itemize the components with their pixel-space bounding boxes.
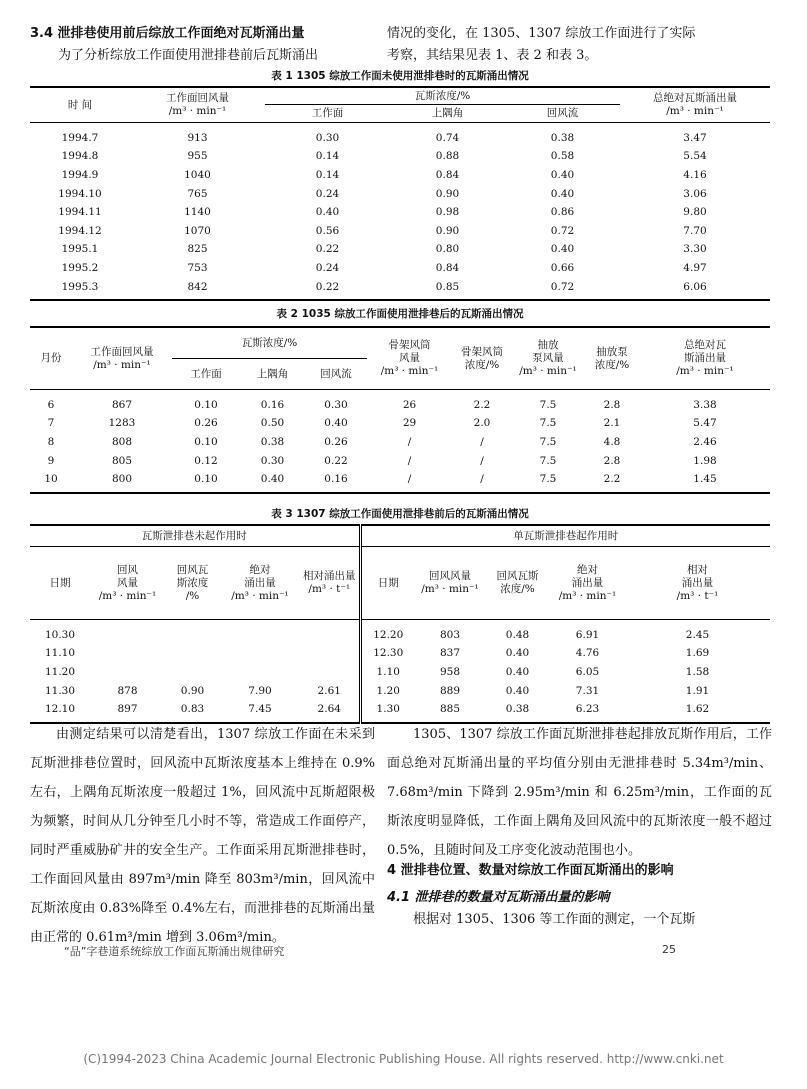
table-cell [220,620,300,645]
table-cell: 0.30 [260,454,285,467]
table3-header-abs-l2: 涌出量 [244,576,276,589]
table3-header-rel-right-l2: 涌出量 [681,576,714,589]
table-cell: 0.14 [315,150,340,163]
table-cell: 0.74 [435,131,460,144]
table2-header-air-unit: /m³ · min⁻¹ [93,358,151,371]
table-cell: 955 [187,150,208,163]
table3-header-rconc-right-l2: 浓度/% [500,583,535,595]
table-cell: 7.31 [575,684,600,697]
table-cell: 0.83 [180,703,205,716]
table-cell: 1994.7 [61,131,99,144]
table2-header-frame-air-l1: 骨架风筒 [388,339,431,351]
table-cell: 2.0 [473,417,491,430]
table-cell: 897 [117,703,138,716]
table-cell: 1995.1 [61,243,99,256]
table-cell: 808 [111,435,133,448]
table3-header-rconc-right-l1: 回风瓦斯 [496,570,539,582]
table2-header-face: 工作面 [172,359,240,390]
table-row [30,123,770,148]
table3-header-rel-l2: /m³ · t⁻¹ [308,583,351,595]
table-cell: 0.84 [435,261,460,274]
table1-header-total [620,87,770,123]
table2-header-return: 回风流 [305,359,367,390]
table-row [30,185,770,204]
table1-header-return: 回风流 [505,105,620,123]
table-cell: 1283 [108,417,136,430]
table-cell: 753 [187,261,208,274]
table-cell: 12.30 [360,645,415,664]
section-heading-4-1: 4.1 泄排巷的数量对瓦斯涌出量的影响 [387,890,610,905]
table-cell: 10.30 [44,628,76,641]
table2 [30,326,770,494]
table-cell: 2.8 [603,398,621,411]
table1-header-conc: 瓦斯浓度/% [265,87,620,105]
table1-caption: 表 1 1305 综放工作面未使用泄排巷时的瓦斯涌出情况 [271,70,529,82]
table-cell: 1994.10 [58,187,102,200]
table-cell: 889 [439,684,461,697]
table-cell: 0.40 [550,168,575,181]
table-cell: 0.90 [435,187,460,200]
table-cell: 1994.11 [58,206,102,219]
table-cell: 0.38 [260,435,285,448]
table3 [30,524,770,724]
table-row [30,259,770,278]
table2-header-frame-air-l3: /m³ · min⁻¹ [380,365,439,377]
table-cell: 2.45 [685,628,710,641]
table-row [30,645,770,664]
table-cell: 1995.2 [61,261,99,274]
table-row [30,166,770,185]
table1-header-total-label: 总绝对瓦斯涌出量 [653,92,737,104]
table-cell: 0.30 [315,131,340,144]
table-cell [90,620,165,645]
table2-header-conc: 瓦斯浓度/% [172,327,367,359]
table2-header-pump-air [512,327,584,390]
table3-header-air-l2: 风量 [117,576,138,589]
table-row [30,390,770,415]
table2-header-frame-air-l2: 风量 [399,352,420,364]
table-cell: 885 [439,703,461,716]
table-cell: 0.66 [550,261,575,274]
table3-header-air-l3: /m³ · min⁻¹ [98,589,157,602]
table-cell: 0.40 [315,206,340,219]
table1-header-corner: 上隅角 [390,105,505,123]
table-cell: 0.22 [315,280,340,293]
table-cell [165,663,220,682]
table-cell: 3.47 [683,131,707,144]
table-cell: 0.56 [315,224,340,237]
table-cell: 0.12 [194,454,218,467]
table2-header-frame-conc [452,327,512,390]
body-text-right-line2: 考察，其结果见表 1、表 2 和表 3。 [387,48,598,63]
table-cell: 0.98 [435,206,460,219]
table-cell: 2.1 [603,417,621,430]
table-cell: 7.5 [539,398,557,411]
table-row [30,278,770,301]
table-cell: 26 [402,398,417,411]
table-cell: 8 [47,435,55,448]
table-cell: 6.05 [575,665,600,678]
table3-header-abs-right-l2: 涌出量 [571,576,604,589]
table3-header-air-l1: 回风 [117,563,138,576]
table-row [30,620,770,645]
table-cell: 9 [47,454,55,467]
table-cell: 10 [44,473,58,486]
table3-header-rconc [165,547,220,620]
table3-header-rel-right-l1: 相对 [687,563,708,576]
table-cell: 0.58 [550,150,575,163]
table-cell [90,663,165,682]
table-cell: 7.45 [248,703,272,716]
table2-header-total-l2: 斯涌出量 [684,352,726,364]
table-cell: 0.10 [194,398,218,411]
table-cell: 7.5 [539,417,557,430]
table-cell: 1.20 [360,682,415,701]
table-cell: 0.22 [315,243,340,256]
table-cell [220,663,300,682]
table-cell: 1.30 [360,700,415,723]
table-cell [165,620,220,645]
table-cell: 0.40 [324,417,348,430]
table-cell: 6.06 [683,280,707,293]
table-cell: 825 [187,243,208,256]
table-cell: 0.38 [550,131,575,144]
table3-caption: 表 3 1307 综放工作面使用泄排巷前后的瓦斯涌出情况 [271,508,529,520]
table-cell: 1995.3 [61,280,99,293]
table3-header-rel-right [625,547,770,620]
table-row [30,222,770,241]
table-cell [300,620,360,645]
copyright-notice: (C)1994-2023 China Academic Journal Electronic Publishing House. All rights reserved. http://www.cnki.net [83,1052,724,1066]
table-cell: 0.80 [435,243,460,256]
table-cell [300,663,360,682]
table-row [30,415,770,434]
table3-header-rconc-l2: 斯浓度 [176,576,209,589]
table-cell: 3.38 [693,398,717,411]
table-cell: 9.80 [683,206,707,219]
table-cell: 0.30 [324,398,348,411]
table-cell: 867 [111,398,133,411]
table-cell: 2.46 [693,435,717,448]
table-cell [300,645,360,664]
table-row [30,148,770,167]
table-row [30,682,770,701]
table1-header-air-label: 工作面回风量 [166,92,229,104]
table1-header-air-unit: /m³ · min⁻¹ [168,105,227,117]
table2-header-pump-conc-l1: 抽放泵 [596,345,628,358]
table-row [30,203,770,222]
table3-header-date: 日期 [30,547,90,620]
table-cell: 2.8 [603,454,621,467]
table-row [30,470,770,493]
running-footer: “品”字巷道系统综放工作面瓦斯涌出规律研究 [64,945,285,958]
table-cell: 0.24 [315,261,340,274]
table2-header-frame-air [367,327,452,390]
table-cell: 0.40 [550,187,575,200]
table2-header-total [640,327,770,390]
table3-header-abs-l3: /m³ · min⁻¹ [231,589,289,602]
table-cell: 0.85 [435,280,460,293]
table1 [30,86,770,301]
table-cell: 0.90 [435,224,460,237]
table-cell: 837 [439,647,461,660]
table3-header-abs [220,547,300,620]
table-cell: 0.10 [194,473,218,486]
table-cell: 800 [111,473,133,486]
table-cell: / [407,473,412,486]
table-cell: 0.72 [550,280,575,293]
table3-header-abs-right-l3: /m³ · min⁻¹ [558,589,617,602]
table-cell [90,645,165,664]
section-heading-4: 4 泄排巷位置、数量对综放工作面瓦斯涌出的影响 [387,863,674,878]
table1-header-face: 工作面 [265,105,390,123]
table-cell: 4.16 [683,168,707,181]
table3-header-rel [300,547,360,620]
table-cell: 842 [187,280,208,293]
table-cell [165,645,220,664]
table3-header-air-right-l1: 回风风量 [429,570,471,582]
table-cell: 11.20 [44,665,76,678]
table-cell: 1.58 [685,665,710,678]
table-cell: 0.40 [505,665,530,678]
table-cell: 11.30 [44,684,76,697]
table1-header-air [130,87,265,123]
table2-header-air [72,327,172,390]
table-cell: 7.5 [539,473,557,486]
table1-header-time: 时 间 [30,87,130,123]
table2-header-total-l3: /m³ · min⁻¹ [676,365,734,377]
table-cell: 7.5 [539,454,557,467]
body-text-right-line1: 情况的变化，在 1305、1307 综放工作面进行了实际 [387,26,696,41]
table3-header-abs-right [550,547,625,620]
section-heading-3-4: 3.4 泄排巷使用前后综放工作面绝对瓦斯涌出量 [30,26,305,41]
table-row [30,663,770,682]
table3-header-rconc-l1: 回风瓦 [176,563,209,576]
table-cell: 1070 [184,224,211,237]
table2-header-pump-conc [584,327,640,390]
table-cell: 0.90 [180,684,205,697]
table3-header-left-group: 瓦斯泄排巷未起作用时 [30,525,360,547]
table3-header-air-right [415,547,485,620]
table-cell: 12.10 [44,703,76,716]
table-cell: 805 [111,454,133,467]
table-cell: 0.16 [324,473,348,486]
body-text-4-1: 根据对 1305、1306 等工作面的测定，一个瓦斯 [413,912,696,927]
table-cell: 878 [117,684,138,697]
table3-header-abs-right-l1: 绝对 [577,563,598,576]
table-cell: 958 [439,665,461,678]
table-cell: 7.70 [683,224,707,237]
table-cell: 12.20 [360,620,415,645]
table-cell: 1994.8 [61,150,99,163]
table-cell: 0.86 [550,206,575,219]
table2-header-corner: 上隅角 [240,359,305,390]
table-cell: 2.61 [317,684,341,697]
table-cell: 1.91 [685,684,710,697]
table2-header-month: 月份 [30,327,72,390]
table-cell: 1.69 [685,647,710,660]
table2-caption: 表 2 1035 综放工作面使用泄排巷后的瓦斯涌出情况 [276,308,524,320]
table-cell: 1.62 [685,703,710,716]
table-cell [220,645,300,664]
table2-header-frame-conc-l1: 骨架风筒 [461,345,503,358]
table-cell: 6 [47,398,55,411]
table-cell: 4.97 [683,261,707,274]
table-cell: 7.5 [539,435,557,448]
table2-header-pump-air-l1: 抽放 [537,339,559,351]
table1-header-total-unit: /m³ · min⁻¹ [666,105,724,117]
table-cell: 0.22 [324,454,348,467]
table-cell: / [480,454,484,467]
body-text-left-line: 为了分析综放工作面使用泄排巷前后瓦斯涌出 [58,48,319,63]
table-cell: / [407,435,412,448]
table-cell: 5.54 [683,150,707,163]
table-cell: 7 [47,417,55,430]
table2-header-pump-air-l2: 泵风量 [532,352,564,364]
table-cell: 3.06 [683,187,707,200]
table3-header-air-right-l2: /m³ · min⁻¹ [421,583,479,595]
table-cell: 0.40 [505,684,530,697]
table-cell: 0.10 [194,435,218,448]
table3-header-rconc-l3: /% [185,589,200,602]
table-cell: / [480,435,484,448]
page-number: 25 [662,943,676,956]
table-cell: 1994.12 [58,224,102,237]
table-cell: 1140 [184,206,211,219]
table-cell: 0.40 [505,647,530,660]
table2-header-pump-air-l3: /m³ · min⁻¹ [519,365,577,377]
table-row [30,452,770,471]
table2-header-total-l1: 总绝对瓦 [684,339,726,351]
table-cell: 1040 [184,168,211,181]
table-cell: 0.50 [260,417,285,430]
table-cell: 0.40 [260,473,285,486]
table-cell: 0.48 [505,628,530,641]
table-cell: 0.40 [550,243,575,256]
table-cell: 2.2 [473,398,491,411]
table2-header-pump-conc-l2: 浓度/% [594,358,630,371]
table-cell: 1994.9 [61,168,99,181]
table3-header-air [90,547,165,620]
paragraph-right: 1305、1307 综放工作面瓦斯泄排巷起排放瓦斯作用后，工作面总绝对瓦斯涌出量的平均值分别由无泄排巷时 5.34m³/min、7.68m³/min 下降到 2.95m³/min 和 6.25m³/min，工作面的瓦斯浓度明显降低，工作面上隅角及回风流中的瓦斯浓度一般不超过 0.5%，且随时间及工序变化波动范围也小。 [387,727,772,858]
table3-header-rconc-right [485,547,550,620]
table-cell: 4.76 [575,647,600,660]
table-cell: 4.8 [603,435,621,448]
table-cell: / [407,454,412,467]
table-cell: 5.47 [693,417,717,430]
table-cell: 6.91 [575,628,600,641]
table-cell: 3.30 [683,243,707,256]
table2-header-air-label: 工作面回风量 [90,345,154,358]
table-cell: 0.84 [435,168,460,181]
table-cell: 0.26 [194,417,218,430]
table-cell: 1.45 [693,473,717,486]
table-row [30,241,770,260]
table-cell: 1.98 [693,454,717,467]
table-cell: 0.72 [550,224,575,237]
table-cell: 803 [439,628,461,641]
table-cell: 11.10 [44,647,76,660]
table-cell: 0.14 [315,168,340,181]
table-cell: 0.38 [505,703,530,716]
table-cell: 7.90 [248,684,272,697]
table3-header-rel-l1: 相对涌出量 [303,570,356,582]
table-cell: 913 [187,131,208,144]
table3-header-rel-right-l3: /m³ · t⁻¹ [676,589,719,602]
table-cell: / [480,473,484,486]
table-cell: 0.26 [324,435,348,448]
table-cell: 29 [402,417,417,430]
table-cell: 0.16 [260,398,285,411]
table3-header-date-right: 日期 [360,547,415,620]
table-cell: 2.64 [317,703,341,716]
table2-header-frame-conc-l2: 浓度/% [464,358,500,371]
table-cell: 765 [187,187,208,200]
table-cell: 0.24 [315,187,340,200]
table-cell: 0.88 [435,150,460,163]
table-row [30,433,770,452]
table-cell: 1.10 [360,663,415,682]
paragraph-left: 由测定结果可以清楚看出，1307 综放工作面在未采到瓦斯泄排巷位置时，回风流中瓦斯浓度基本上维持在 0.9%左右，上隅角瓦斯浓度一般超过 1%，回风流中瓦斯超限极为频繁，时间从几分钟至几小时不等，常造成工作面停产，同时严重威胁矿井的安全生产。工作面采用瓦斯泄排巷时，工作面回风量由 897m³/min 降至 803m³/min，回风流中瓦斯浓度由 0.83%降至 0.4%左右，而泄排巷的瓦斯涌出量由正常的 0.61m³/min 增到 3.06m³/min。 [30,727,375,945]
table3-header-right-group: 单瓦斯泄排巷起作用时 [360,525,770,547]
table-cell: 6.23 [575,703,600,716]
table-cell: 2.2 [603,473,621,486]
table3-header-abs-l1: 绝对 [249,563,271,576]
